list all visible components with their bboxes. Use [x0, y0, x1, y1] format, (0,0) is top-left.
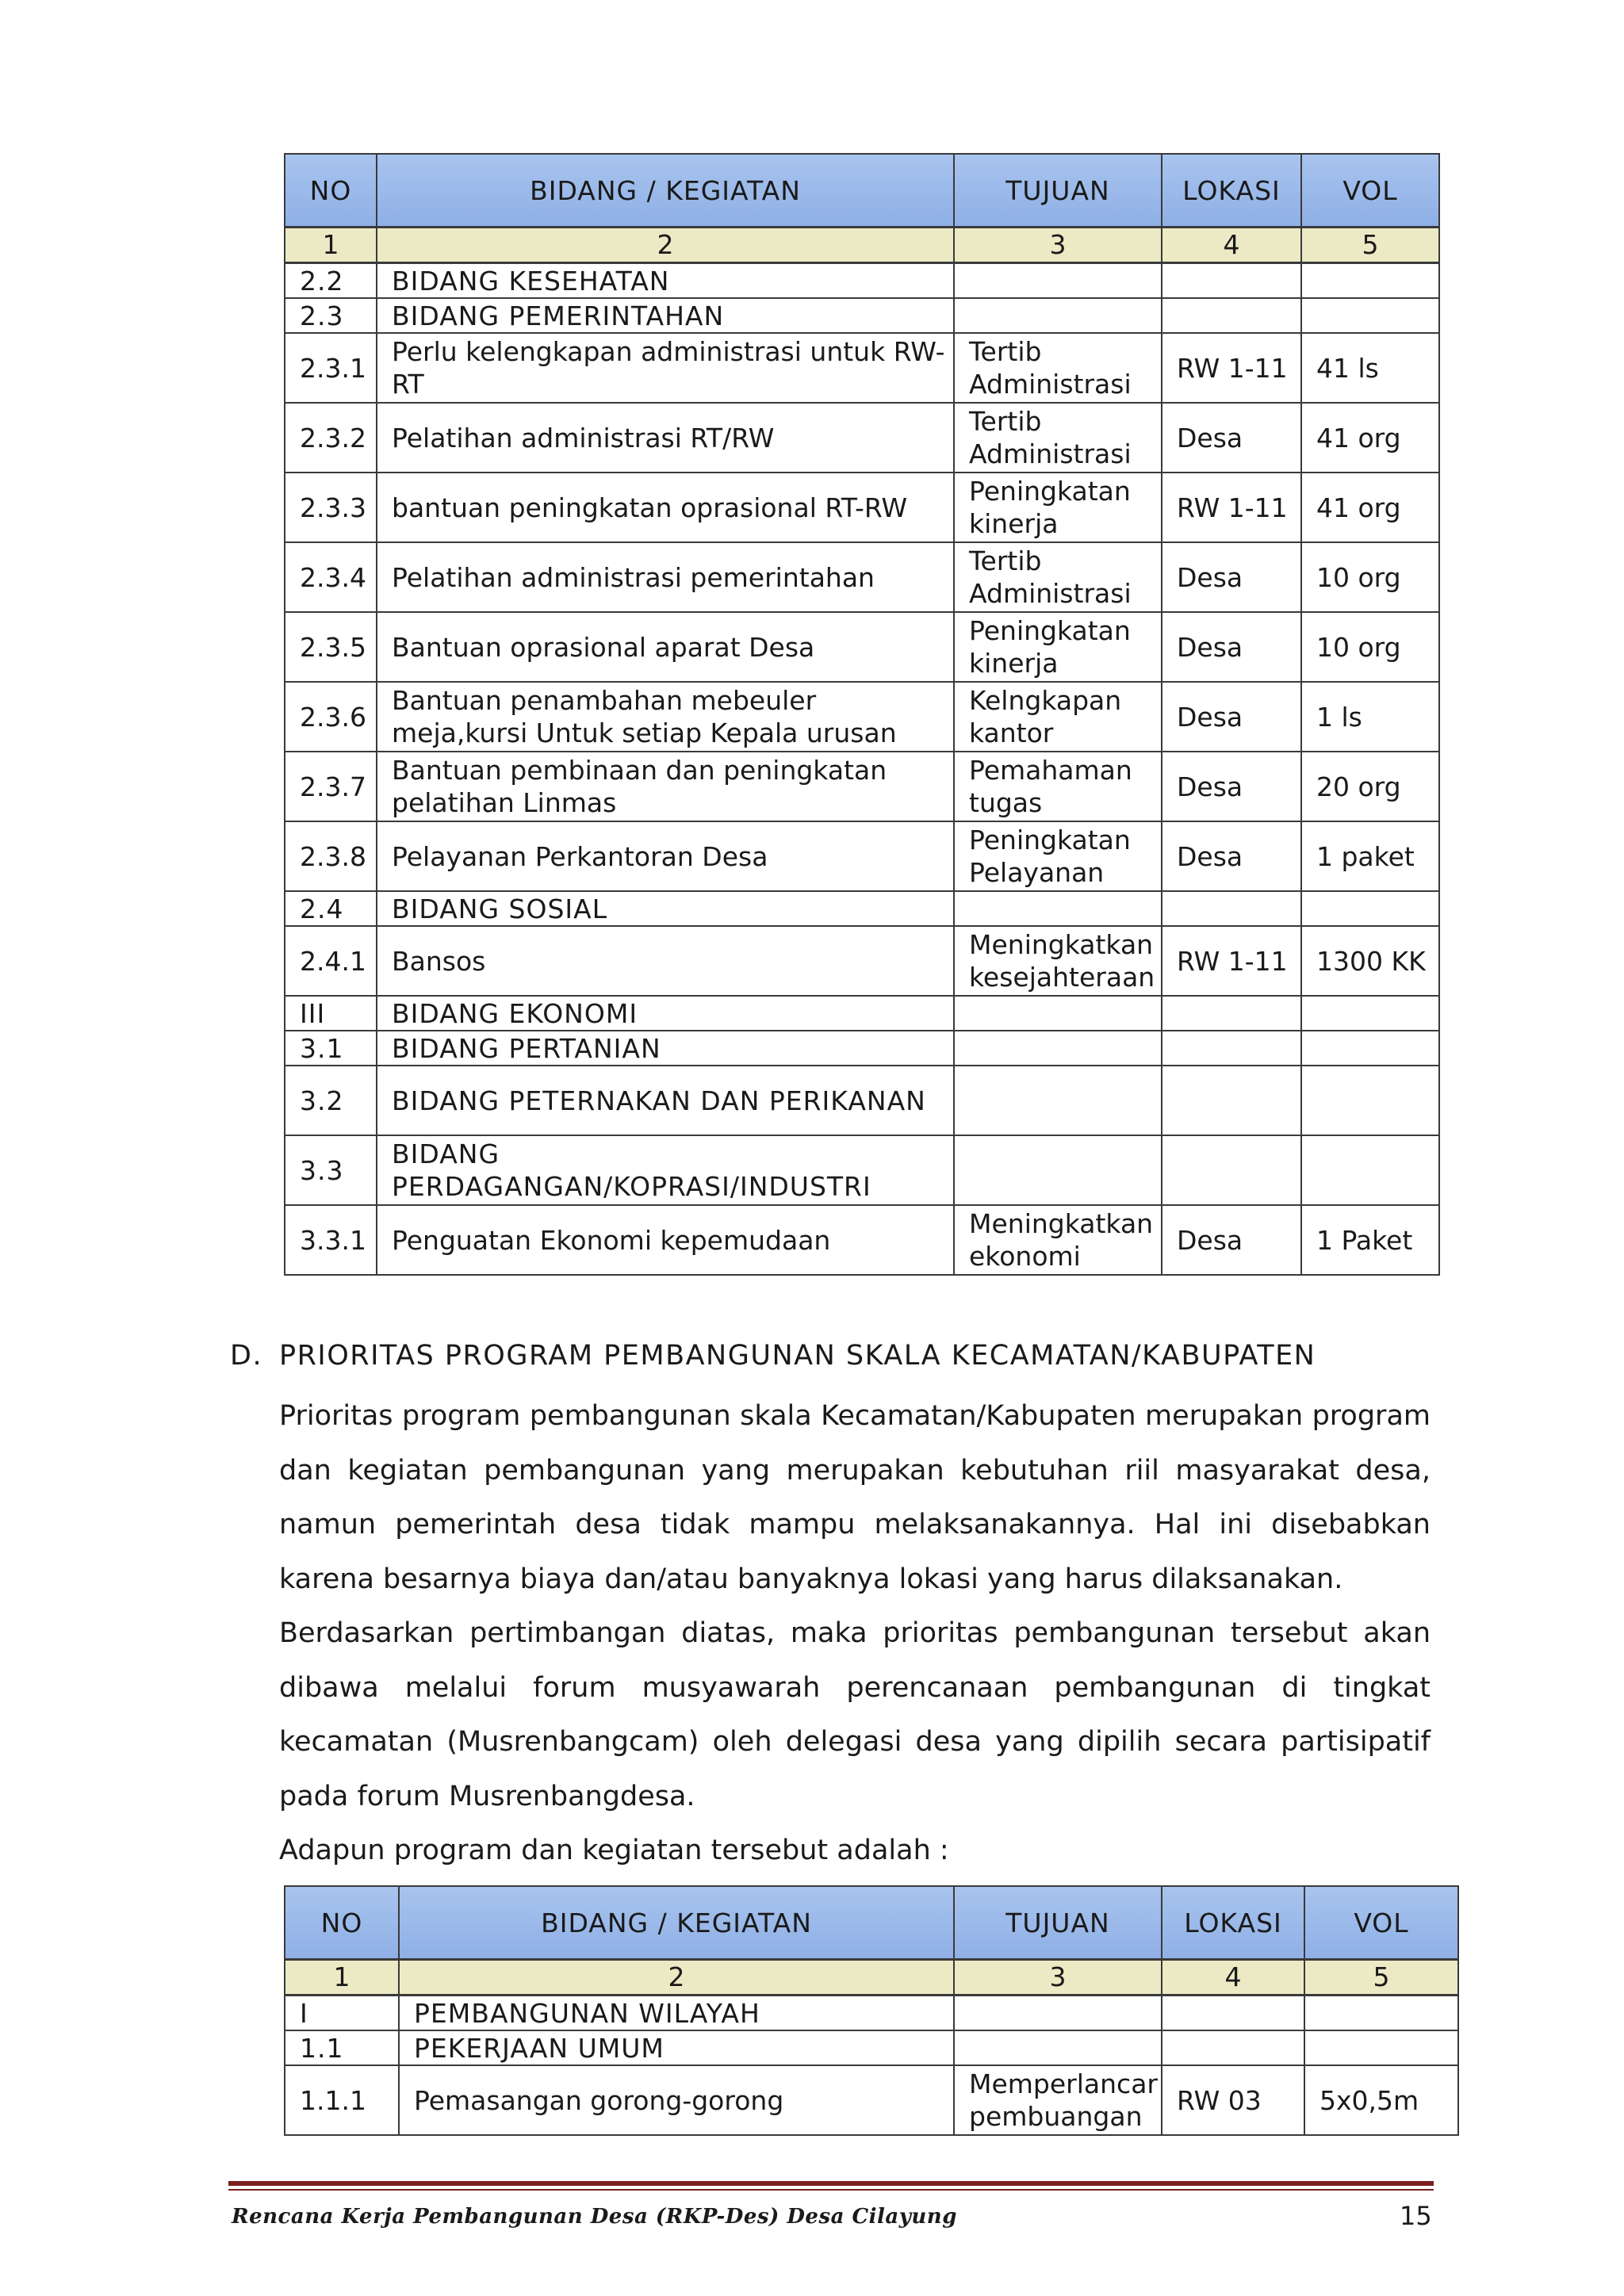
row-lokasi: Desa [1162, 1205, 1301, 1275]
row-tujuan [954, 1996, 1162, 2031]
row-vol [1304, 1996, 1458, 2031]
column-number: 3 [954, 1960, 1162, 1996]
row-tujuan: Meningkatkan ekonomi [954, 1205, 1162, 1275]
header-bidang-kegiatan: BIDANG / KEGIATAN [377, 154, 954, 228]
row-lokasi: RW 1-11 [1162, 473, 1301, 542]
paragraph-1: Prioritas program pembangunan skala Kecamatan/Kabupaten merupakan program dan kegiatan pembangunan yang merupakan kebutuhan riil masyarakat desa, namun pemerintah desa tidak mampu melaksanakannya. Hal ini disebabkan karena besarnya biaya dan/atau banyaknya lokasi yang harus dilaksanakan. [279, 1400, 1431, 1595]
row-tujuan: Memperlancar pembuangan [954, 2065, 1162, 2135]
row-vol: 1 ls [1301, 682, 1439, 752]
column-number-row [285, 1960, 1458, 1996]
row-tujuan: Tertib Administrasi [954, 403, 1162, 473]
row-tujuan [954, 996, 1162, 1031]
row-no: 2.3.3 [285, 473, 377, 542]
row-no: 2.4 [285, 891, 377, 926]
row-vol: 1 Paket [1301, 1205, 1439, 1275]
header-lokasi: LOKASI [1162, 154, 1301, 228]
header-no: NO [285, 154, 377, 228]
column-number: 1 [285, 1960, 399, 1996]
row-tujuan [954, 263, 1162, 299]
row-bidang: BIDANG KESEHATAN [377, 263, 954, 299]
row-bidang: Perlu kelengkapan administrasi untuk RW-RT [377, 333, 954, 403]
table-row [285, 1996, 1458, 2031]
row-no: 2.3.7 [285, 752, 377, 821]
table-row [285, 1205, 1439, 1275]
row-vol [1304, 2030, 1458, 2065]
row-lokasi: RW 1-11 [1162, 333, 1301, 403]
row-no: 2.3.8 [285, 821, 377, 891]
table-row [285, 1031, 1439, 1066]
row-lokasi [1162, 996, 1301, 1031]
footer-rule [228, 2189, 1434, 2191]
row-lokasi [1162, 263, 1301, 299]
row-bidang: Bansos [377, 926, 954, 996]
row-vol [1301, 1066, 1439, 1135]
row-vol: 41 org [1301, 473, 1439, 542]
row-bidang: BIDANG PEMERINTAHAN [377, 298, 954, 333]
row-lokasi [1162, 891, 1301, 926]
column-number: 5 [1301, 228, 1439, 263]
row-tujuan: Peningkatan kinerja [954, 473, 1162, 542]
footer-rule [228, 2181, 1434, 2186]
row-bidang: BIDANG PERTANIAN [377, 1031, 954, 1066]
row-tujuan: Kelngkapan kantor [954, 682, 1162, 752]
row-no: 2.3 [285, 298, 377, 333]
row-bidang: BIDANG EKONOMI [377, 996, 954, 1031]
row-no: 2.4.1 [285, 926, 377, 996]
row-lokasi: RW 03 [1162, 2065, 1304, 2135]
program-table-2 [284, 1885, 1459, 2136]
row-no: 3.1 [285, 1031, 377, 1066]
row-vol: 20 org [1301, 752, 1439, 821]
row-bidang: BIDANG PERDAGANGAN/KOPRASI/INDUSTRI [377, 1135, 954, 1205]
row-no: 2.3.2 [285, 403, 377, 473]
column-number: 2 [377, 228, 954, 263]
row-vol: 5x0,5m [1304, 2065, 1458, 2135]
row-bidang: PEKERJAAN UMUM [399, 2030, 954, 2065]
row-no: 3.3.1 [285, 1205, 377, 1275]
row-vol: 41 ls [1301, 333, 1439, 403]
row-tujuan [954, 1031, 1162, 1066]
row-vol [1301, 1135, 1439, 1205]
row-tujuan: Meningkatkan kesejahteraan [954, 926, 1162, 996]
row-lokasi [1162, 1135, 1301, 1205]
table-row [285, 752, 1439, 821]
table-row [285, 996, 1439, 1031]
column-number: 5 [1304, 1960, 1458, 1996]
table-row [285, 333, 1439, 403]
table-header-row [285, 1886, 1458, 1960]
row-lokasi [1162, 1066, 1301, 1135]
row-lokasi: Desa [1162, 752, 1301, 821]
row-bidang: Pemasangan gorong-gorong [399, 2065, 954, 2135]
header-vol: VOL [1301, 154, 1439, 228]
row-tujuan [954, 1135, 1162, 1205]
table-row [285, 682, 1439, 752]
row-vol [1301, 891, 1439, 926]
table-row [285, 891, 1439, 926]
row-lokasi: Desa [1162, 542, 1301, 612]
row-lokasi [1162, 1996, 1304, 2031]
row-vol [1301, 263, 1439, 299]
row-bidang: Bantuan penambahan mebeuler meja,kursi Untuk setiap Kepala urusan [377, 682, 954, 752]
paragraph-2: Berdasarkan pertimbangan diatas, maka prioritas pembangunan tersebut akan dibawa melalui forum musyawarah perencanaan pembangunan di tingkat kecamatan (Musrenbangcam) oleh delegasi desa yang dipilih secara partisipatif pada forum Musrenbangdesa. [279, 1617, 1431, 1812]
row-no: 2.3.5 [285, 612, 377, 682]
row-tujuan [954, 2030, 1162, 2065]
row-no: 2.3.1 [285, 333, 377, 403]
header-no: NO [285, 1886, 399, 1960]
row-tujuan: Tertib Administrasi [954, 333, 1162, 403]
row-no: III [285, 996, 377, 1031]
row-tujuan: Peningkatan kinerja [954, 612, 1162, 682]
row-vol [1301, 996, 1439, 1031]
section-title: PRIORITAS PROGRAM PEMBANGUNAN SKALA KECAMATAN/KABUPATEN [279, 1340, 1316, 1372]
row-bidang: Bantuan pembinaan dan peningkatan pelatihan Linmas [377, 752, 954, 821]
table-row [285, 263, 1439, 299]
header-tujuan: TUJUAN [954, 154, 1162, 228]
row-bidang: Pelatihan administrasi RT/RW [377, 403, 954, 473]
table-row [285, 612, 1439, 682]
row-tujuan: Peningkatan Pelayanan [954, 821, 1162, 891]
table-row [285, 1135, 1439, 1205]
column-number: 3 [954, 228, 1162, 263]
row-vol: 1300 KK [1301, 926, 1439, 996]
row-no: I [285, 1996, 399, 2031]
row-vol: 10 org [1301, 542, 1439, 612]
section-d-heading [230, 1340, 1316, 1372]
row-lokasi [1162, 2030, 1304, 2065]
row-bidang: Pelayanan Perkantoran Desa [377, 821, 954, 891]
table-row [285, 1066, 1439, 1135]
row-no: 2.2 [285, 263, 377, 299]
section-letter: D. [230, 1340, 263, 1372]
footer-title: Rencana Kerja Pembangunan Desa (RKP-Des) Desa Cilayung [232, 2205, 957, 2229]
row-bidang: BIDANG SOSIAL [377, 891, 954, 926]
row-vol: 41 org [1301, 403, 1439, 473]
table-row [285, 298, 1439, 333]
row-lokasi [1162, 1031, 1301, 1066]
table-row [285, 2065, 1458, 2135]
table-header-row [285, 154, 1439, 228]
table-row [285, 403, 1439, 473]
row-lokasi: Desa [1162, 682, 1301, 752]
row-lokasi: RW 1-11 [1162, 926, 1301, 996]
row-no: 3.3 [285, 1135, 377, 1205]
column-number: 2 [399, 1960, 954, 1996]
row-lokasi: Desa [1162, 821, 1301, 891]
row-bidang: BIDANG PETERNAKAN DAN PERIKANAN [377, 1066, 954, 1135]
row-tujuan [954, 1066, 1162, 1135]
row-vol [1301, 298, 1439, 333]
row-tujuan [954, 891, 1162, 926]
table-row [285, 2030, 1458, 2065]
row-vol [1301, 1031, 1439, 1066]
row-bidang: bantuan peningkatan oprasional RT-RW [377, 473, 954, 542]
table-row [285, 473, 1439, 542]
row-no: 1.1 [285, 2030, 399, 2065]
column-number-row [285, 228, 1439, 263]
header-bidang-kegiatan: BIDANG / KEGIATAN [399, 1886, 954, 1960]
row-vol: 10 org [1301, 612, 1439, 682]
column-number: 1 [285, 228, 377, 263]
header-vol: VOL [1304, 1886, 1458, 1960]
header-tujuan: TUJUAN [954, 1886, 1162, 1960]
table-row [285, 926, 1439, 996]
row-lokasi [1162, 298, 1301, 333]
row-lokasi: Desa [1162, 403, 1301, 473]
row-tujuan: Pemahaman tugas [954, 752, 1162, 821]
row-lokasi: Desa [1162, 612, 1301, 682]
row-vol: 1 paket [1301, 821, 1439, 891]
column-number: 4 [1162, 228, 1301, 263]
header-lokasi: LOKASI [1162, 1886, 1304, 1960]
row-tujuan: Tertib Administrasi [954, 542, 1162, 612]
page-number: 15 [1400, 2201, 1432, 2231]
row-bidang: Penguatan Ekonomi kepemudaan [377, 1205, 954, 1275]
row-bidang: Pelatihan administrasi pemerintahan [377, 542, 954, 612]
row-no: 3.2 [285, 1066, 377, 1135]
row-bidang: PEMBANGUNAN WILAYAH [399, 1996, 954, 2031]
row-bidang: Bantuan oprasional aparat Desa [377, 612, 954, 682]
row-no: 2.3.4 [285, 542, 377, 612]
row-no: 1.1.1 [285, 2065, 399, 2135]
paragraph-3: Adapun program dan kegiatan tersebut adalah : [279, 1835, 949, 1866]
column-number: 4 [1162, 1960, 1304, 1996]
row-no: 2.3.6 [285, 682, 377, 752]
row-tujuan [954, 298, 1162, 333]
table-row [285, 821, 1439, 891]
program-table-1 [284, 153, 1440, 1276]
table-row [285, 542, 1439, 612]
